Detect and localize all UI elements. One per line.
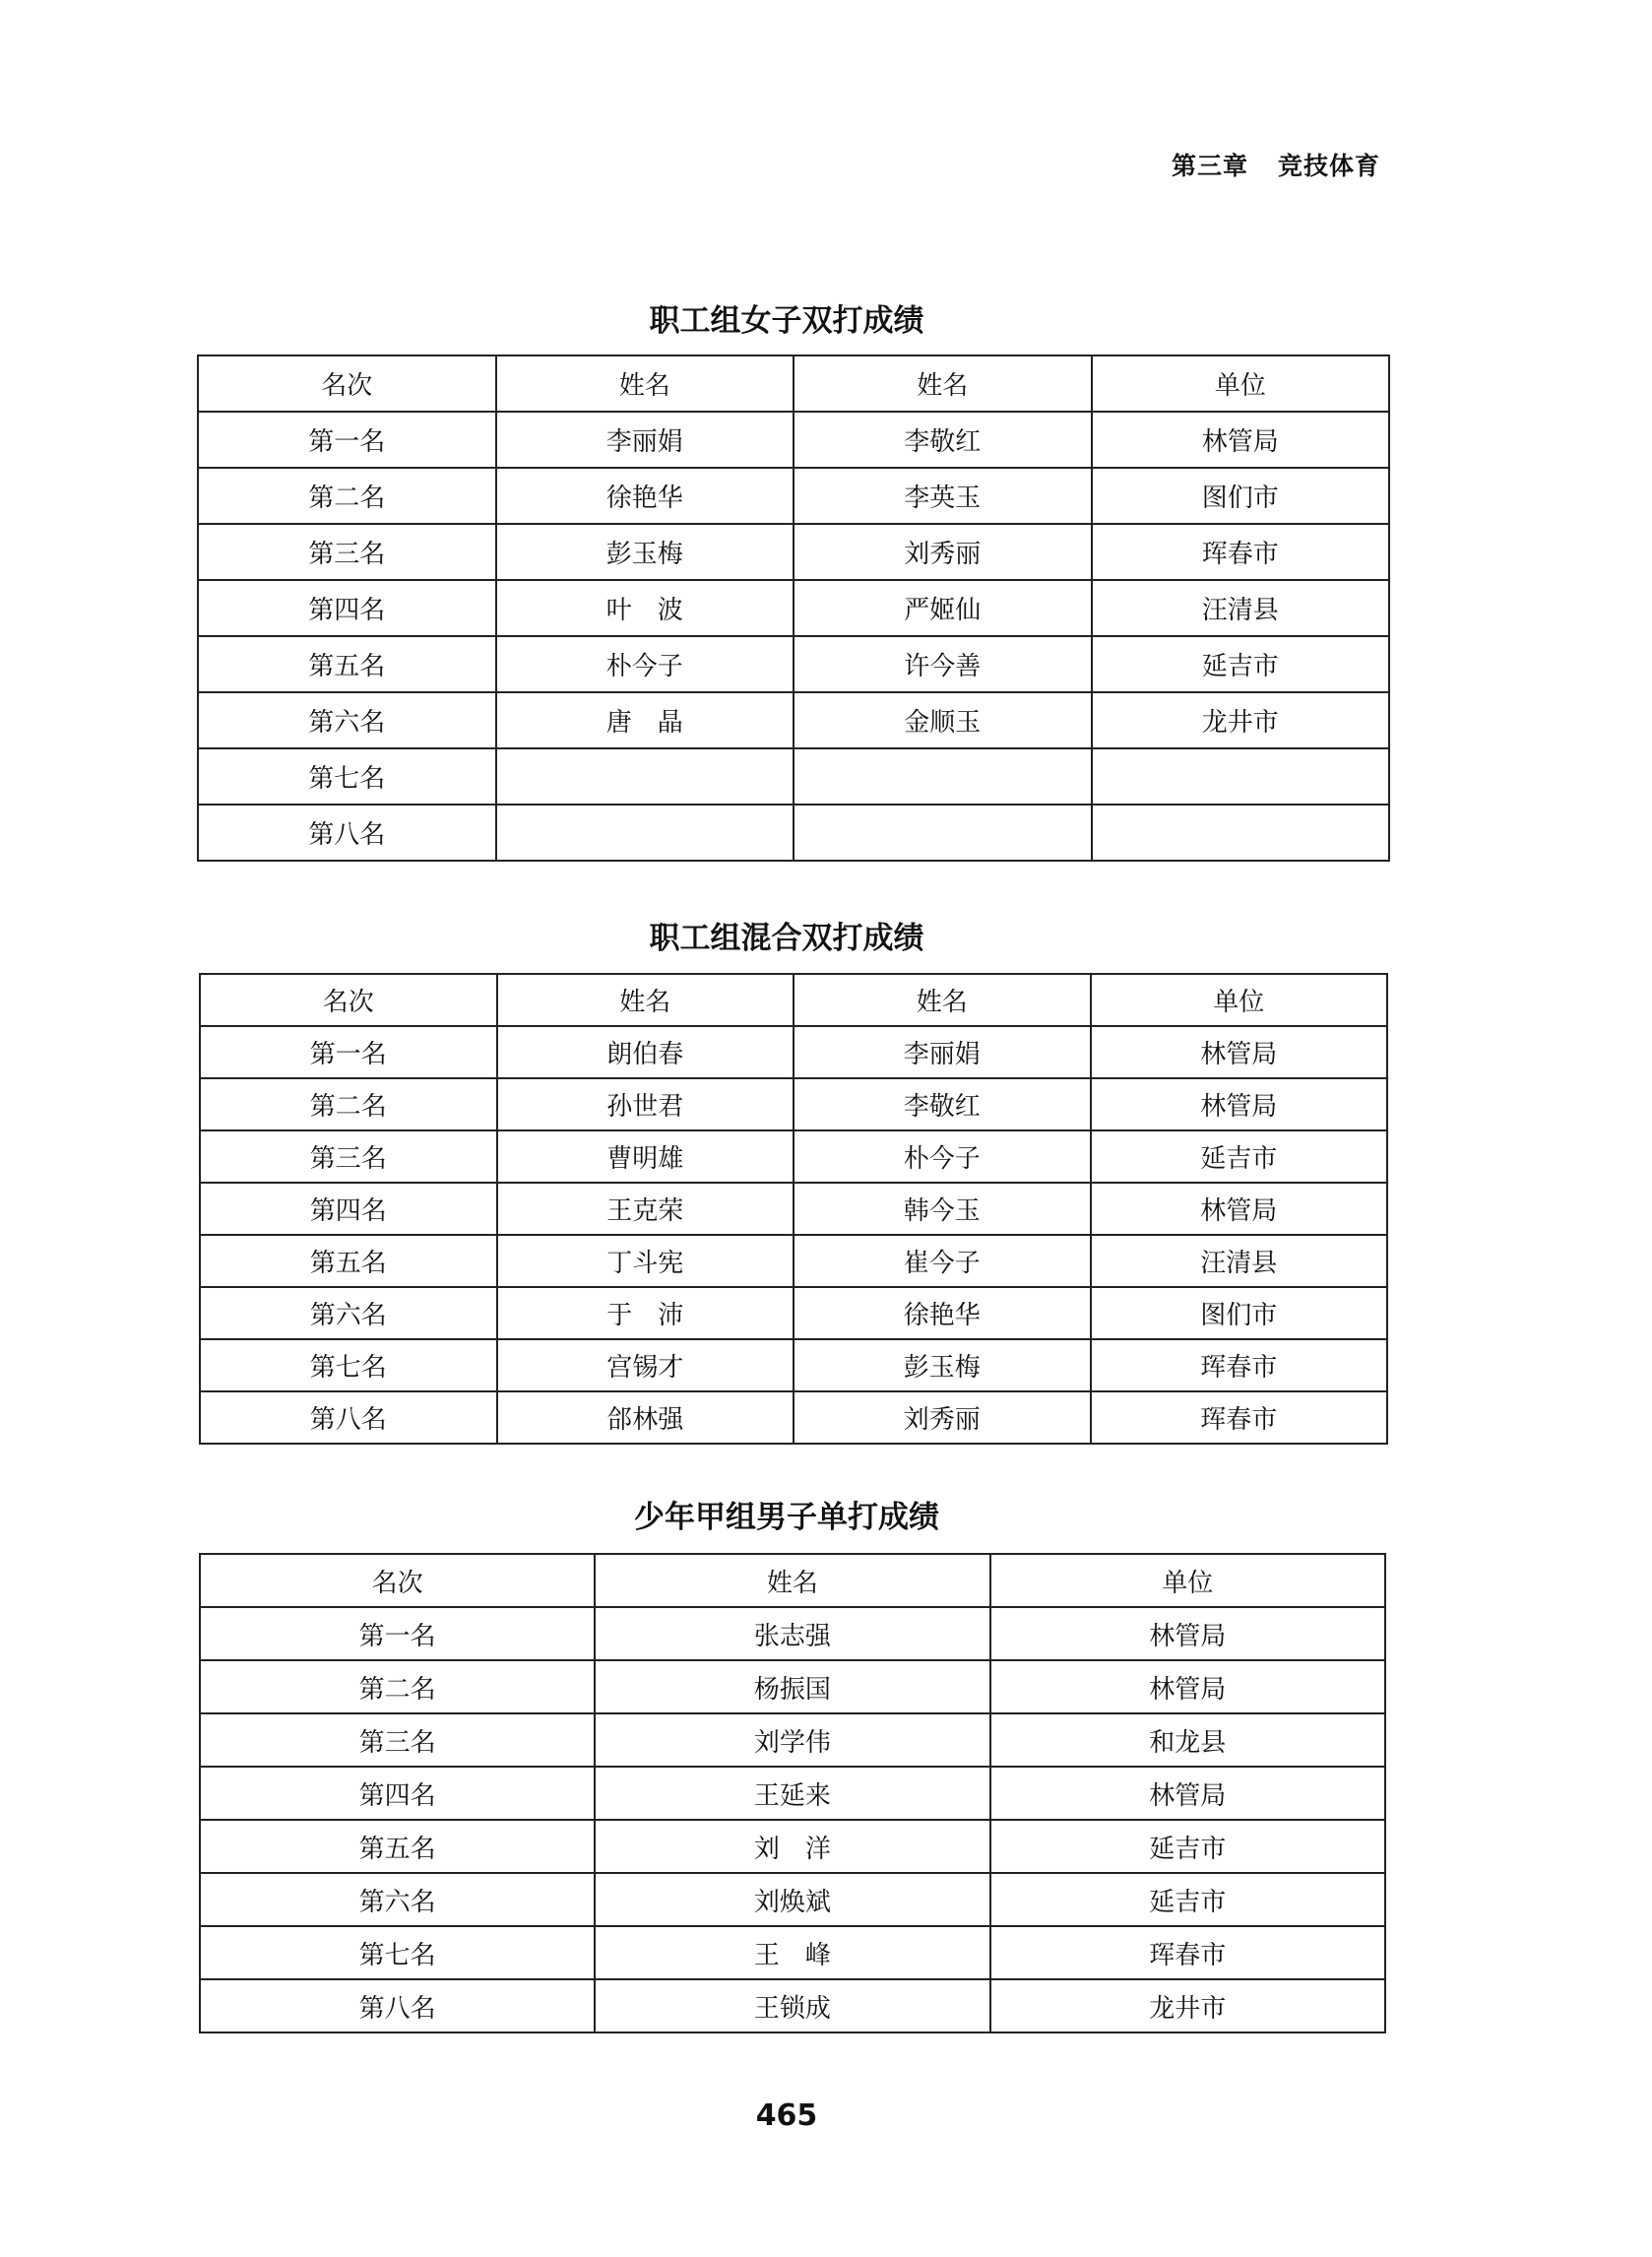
rank-cell: 第一名 xyxy=(200,1607,595,1660)
table-row xyxy=(200,1026,1387,1078)
unit-cell: 珲春市 xyxy=(990,1926,1385,1979)
header-cell: 名次 xyxy=(200,974,497,1026)
junior-boys-singles-table xyxy=(199,1553,1386,2033)
unit-cell: 林管局 xyxy=(990,1607,1385,1660)
table-row xyxy=(200,1078,1387,1130)
header-cell: 姓名 xyxy=(794,974,1091,1026)
header-cell: 单位 xyxy=(1092,355,1390,412)
rank-cell: 第一名 xyxy=(198,412,496,468)
rank-cell: 第一名 xyxy=(200,1026,497,1078)
header-cell: 姓名 xyxy=(496,355,794,412)
table-row xyxy=(200,1607,1385,1660)
section-title-women-doubles: 职工组女子双打成绩 xyxy=(649,303,924,339)
table-row xyxy=(200,1979,1385,2032)
running-head xyxy=(1172,147,1380,182)
rank-cell: 第二名 xyxy=(200,1660,595,1713)
rank-cell: 第六名 xyxy=(200,1873,595,1926)
unit-cell: 珲春市 xyxy=(1091,1339,1388,1391)
name-cell: 李敬红 xyxy=(794,412,1092,468)
unit-cell: 林管局 xyxy=(1092,412,1390,468)
table-row xyxy=(198,468,1389,524)
name-cell: 李丽娟 xyxy=(496,412,794,468)
table-row xyxy=(200,1287,1387,1339)
unit-cell: 延吉市 xyxy=(990,1820,1385,1873)
rank-cell: 第六名 xyxy=(198,692,496,748)
table-row xyxy=(200,1183,1387,1235)
name-cell: 徐艳华 xyxy=(794,1287,1091,1339)
name-cell: 刘秀丽 xyxy=(794,524,1092,580)
unit-cell: 汪清县 xyxy=(1092,580,1390,636)
table-row xyxy=(198,692,1389,748)
table-row xyxy=(200,1926,1385,1979)
name-cell xyxy=(496,748,794,805)
name-cell: 宫锡才 xyxy=(497,1339,794,1391)
name-cell: 韩今玉 xyxy=(794,1183,1091,1235)
table-row xyxy=(198,748,1389,805)
rank-cell: 第二名 xyxy=(198,468,496,524)
rank-cell: 第八名 xyxy=(200,1979,595,2032)
name-cell xyxy=(794,748,1092,805)
name-cell: 王 峰 xyxy=(595,1926,989,1979)
header-cell: 姓名 xyxy=(794,355,1092,412)
rank-cell: 第二名 xyxy=(200,1078,497,1130)
name-cell: 朴今子 xyxy=(794,1130,1091,1183)
unit-cell: 珲春市 xyxy=(1092,524,1390,580)
rank-cell: 第七名 xyxy=(198,748,496,805)
unit-cell: 林管局 xyxy=(990,1767,1385,1820)
table-row xyxy=(200,1235,1387,1287)
name-cell: 叶 波 xyxy=(496,580,794,636)
table-header-row xyxy=(200,974,1387,1026)
header-cell: 名次 xyxy=(200,1554,595,1607)
name-cell: 张志强 xyxy=(595,1607,989,1660)
rank-cell: 第五名 xyxy=(198,636,496,692)
unit-cell: 珲春市 xyxy=(1091,1391,1388,1444)
name-cell: 崔今子 xyxy=(794,1235,1091,1287)
table-row xyxy=(200,1660,1385,1713)
rank-cell: 第八名 xyxy=(200,1391,497,1444)
table-row xyxy=(198,412,1389,468)
unit-cell: 延吉市 xyxy=(990,1873,1385,1926)
name-cell: 李敬红 xyxy=(794,1078,1091,1130)
unit-cell: 图们市 xyxy=(1091,1287,1388,1339)
unit-cell: 延吉市 xyxy=(1091,1130,1388,1183)
name-cell: 杨振国 xyxy=(595,1660,989,1713)
unit-cell: 龙井市 xyxy=(1092,692,1390,748)
name-cell xyxy=(794,805,1092,861)
name-cell: 王克荣 xyxy=(497,1183,794,1235)
name-cell: 李丽娟 xyxy=(794,1026,1091,1078)
name-cell: 刘学伟 xyxy=(595,1713,989,1767)
unit-cell: 和龙县 xyxy=(990,1713,1385,1767)
rank-cell: 第五名 xyxy=(200,1820,595,1873)
rank-cell: 第三名 xyxy=(198,524,496,580)
unit-cell: 延吉市 xyxy=(1092,636,1390,692)
name-cell: 王锁成 xyxy=(595,1979,989,2032)
rank-cell: 第七名 xyxy=(200,1926,595,1979)
rank-cell: 第三名 xyxy=(200,1130,497,1183)
header-cell: 单位 xyxy=(1091,974,1388,1026)
header-cell: 名次 xyxy=(198,355,496,412)
name-cell: 金顺玉 xyxy=(794,692,1092,748)
table-row xyxy=(200,1820,1385,1873)
rank-cell: 第七名 xyxy=(200,1339,497,1391)
name-cell: 丁斗宪 xyxy=(497,1235,794,1287)
name-cell: 许今善 xyxy=(794,636,1092,692)
name-cell: 彭玉梅 xyxy=(794,1339,1091,1391)
table-row xyxy=(198,580,1389,636)
name-cell: 彭玉梅 xyxy=(496,524,794,580)
unit-cell: 龙井市 xyxy=(990,1979,1385,2032)
rank-cell: 第三名 xyxy=(200,1713,595,1767)
header-cell: 姓名 xyxy=(595,1554,989,1607)
rank-cell: 第八名 xyxy=(198,805,496,861)
unit-cell: 林管局 xyxy=(1091,1078,1388,1130)
table-row xyxy=(200,1873,1385,1926)
unit-cell xyxy=(1092,748,1390,805)
unit-cell: 汪清县 xyxy=(1091,1235,1388,1287)
rank-cell: 第四名 xyxy=(200,1183,497,1235)
header-cell: 单位 xyxy=(990,1554,1385,1607)
table-row xyxy=(200,1130,1387,1183)
table-row xyxy=(200,1339,1387,1391)
name-cell: 李英玉 xyxy=(794,468,1092,524)
chapter-title: 竞技体育 xyxy=(1278,152,1381,180)
name-cell: 刘 洋 xyxy=(595,1820,989,1873)
section-title-junior-boys-singles: 少年甲组男子单打成绩 xyxy=(634,1500,939,1535)
table-row xyxy=(200,1391,1387,1444)
table-header-row xyxy=(200,1554,1385,1607)
name-cell: 孙世君 xyxy=(497,1078,794,1130)
name-cell: 严姬仙 xyxy=(794,580,1092,636)
women-doubles-table xyxy=(197,355,1390,862)
name-cell: 于 沛 xyxy=(497,1287,794,1339)
name-cell: 朗伯春 xyxy=(497,1026,794,1078)
unit-cell xyxy=(1092,805,1390,861)
section-title-mixed-doubles: 职工组混合双打成绩 xyxy=(649,921,924,956)
table-header-row xyxy=(198,355,1389,412)
table-row xyxy=(200,1767,1385,1820)
rank-cell: 第六名 xyxy=(200,1287,497,1339)
unit-cell: 图们市 xyxy=(1092,468,1390,524)
name-cell: 朴今子 xyxy=(496,636,794,692)
name-cell: 唐 晶 xyxy=(496,692,794,748)
name-cell: 徐艳华 xyxy=(496,468,794,524)
page-number: 465 xyxy=(755,2098,818,2133)
name-cell: 曹明雄 xyxy=(497,1130,794,1183)
table-row xyxy=(198,805,1389,861)
unit-cell: 林管局 xyxy=(1091,1183,1388,1235)
table-row xyxy=(198,636,1389,692)
name-cell: 刘焕斌 xyxy=(595,1873,989,1926)
table-row xyxy=(200,1713,1385,1767)
name-cell: 刘秀丽 xyxy=(794,1391,1091,1444)
mixed-doubles-table xyxy=(199,973,1388,1445)
header-cell: 姓名 xyxy=(497,974,794,1026)
table-row xyxy=(198,524,1389,580)
name-cell xyxy=(496,805,794,861)
rank-cell: 第四名 xyxy=(200,1767,595,1820)
chapter-label: 第三章 xyxy=(1172,152,1249,180)
name-cell: 郃林强 xyxy=(497,1391,794,1444)
unit-cell: 林管局 xyxy=(1091,1026,1388,1078)
rank-cell: 第五名 xyxy=(200,1235,497,1287)
name-cell: 王延来 xyxy=(595,1767,989,1820)
unit-cell: 林管局 xyxy=(990,1660,1385,1713)
rank-cell: 第四名 xyxy=(198,580,496,636)
